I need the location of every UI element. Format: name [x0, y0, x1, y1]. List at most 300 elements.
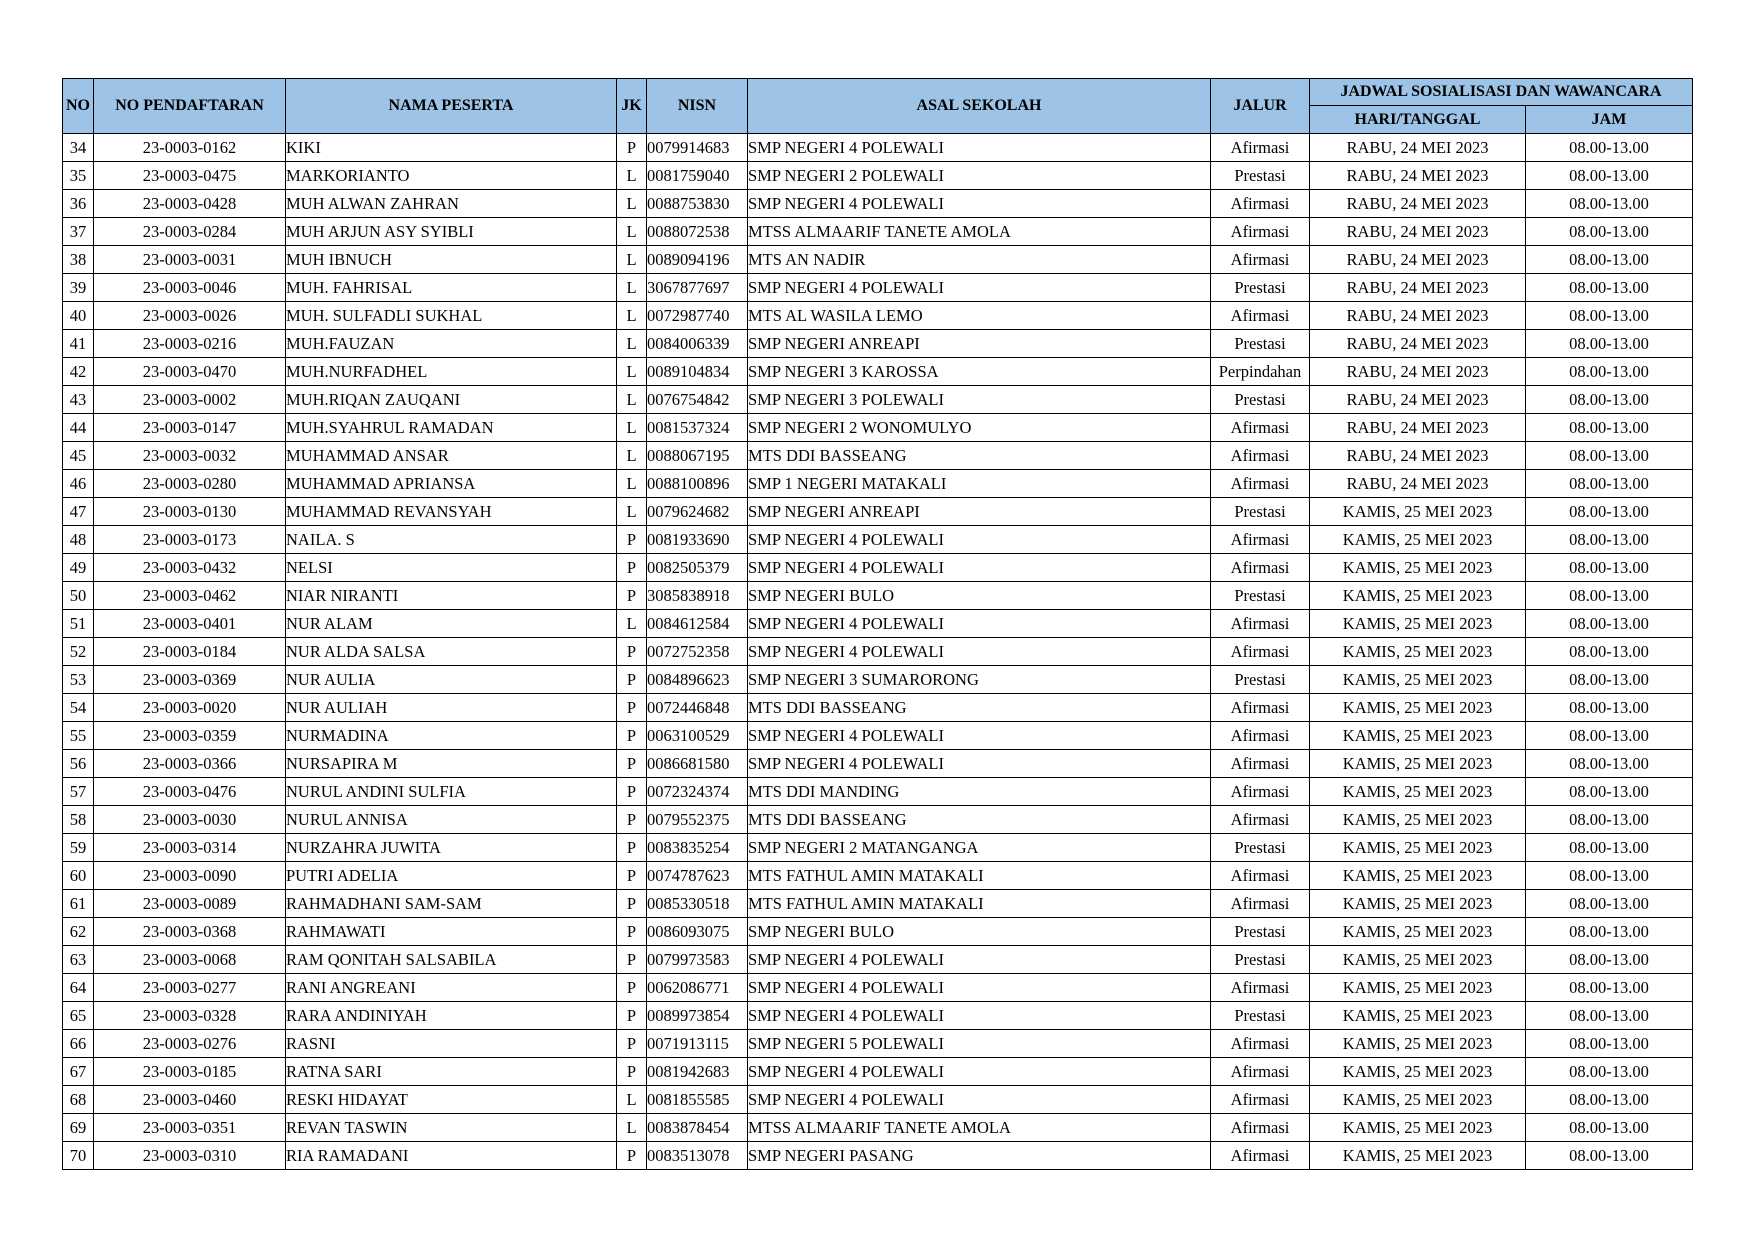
cell-nisn: 0063100529	[647, 722, 748, 750]
table-row	[63, 1058, 1693, 1086]
cell-asal-sekolah: SMP NEGERI 4 POLEWALI	[748, 554, 1211, 582]
cell-nisn: 3067877697	[647, 274, 748, 302]
cell-no: 68	[63, 1086, 94, 1114]
cell-nisn: 0088072538	[647, 218, 748, 246]
cell-asal-sekolah: SMP NEGERI 5 POLEWALI	[748, 1030, 1211, 1058]
cell-no: 49	[63, 554, 94, 582]
cell-nisn: 3085838918	[647, 582, 748, 610]
table-row	[63, 386, 1693, 414]
table-row	[63, 862, 1693, 890]
cell-no: 66	[63, 1030, 94, 1058]
cell-jam: 08.00-13.00	[1526, 1086, 1693, 1114]
cell-hari-tanggal: KAMIS, 25 MEI 2023	[1310, 918, 1526, 946]
table-body	[63, 134, 1693, 1170]
cell-jk: L	[617, 1086, 647, 1114]
cell-jalur: Prestasi	[1211, 274, 1310, 302]
cell-no: 44	[63, 414, 94, 442]
cell-nama-peserta: RATNA SARI	[286, 1058, 617, 1086]
cell-jk: P	[617, 890, 647, 918]
cell-jam: 08.00-13.00	[1526, 498, 1693, 526]
table-row	[63, 890, 1693, 918]
cell-nisn: 0062086771	[647, 974, 748, 1002]
cell-jk: P	[617, 778, 647, 806]
cell-nisn: 0079914683	[647, 134, 748, 162]
cell-nisn: 0083513078	[647, 1142, 748, 1170]
cell-jam: 08.00-13.00	[1526, 666, 1693, 694]
cell-nama-peserta: NUR ALDA SALSA	[286, 638, 617, 666]
cell-nisn: 0081855585	[647, 1086, 748, 1114]
cell-jalur: Afirmasi	[1211, 134, 1310, 162]
cell-jalur: Afirmasi	[1211, 190, 1310, 218]
cell-jam: 08.00-13.00	[1526, 218, 1693, 246]
cell-jam: 08.00-13.00	[1526, 722, 1693, 750]
cell-asal-sekolah: SMP 1 NEGERI MATAKALI	[748, 470, 1211, 498]
cell-no-pendaftaran: 23-0003-0090	[94, 862, 286, 890]
cell-jk: L	[617, 610, 647, 638]
cell-nama-peserta: KIKI	[286, 134, 617, 162]
cell-jam: 08.00-13.00	[1526, 246, 1693, 274]
cell-no: 38	[63, 246, 94, 274]
cell-no: 36	[63, 190, 94, 218]
header-hari-tanggal: HARI/TANGGAL	[1310, 106, 1526, 134]
cell-no-pendaftaran: 23-0003-0476	[94, 778, 286, 806]
cell-no: 34	[63, 134, 94, 162]
cell-nama-peserta: MUHAMMAD ANSAR	[286, 442, 617, 470]
cell-asal-sekolah: SMP NEGERI 3 SUMARORONG	[748, 666, 1211, 694]
cell-nama-peserta: NURMADINA	[286, 722, 617, 750]
table-row	[63, 162, 1693, 190]
cell-nisn: 0089094196	[647, 246, 748, 274]
cell-jk: P	[617, 1030, 647, 1058]
cell-jk: L	[617, 218, 647, 246]
cell-jk: L	[617, 190, 647, 218]
cell-nama-peserta: NUR AULIA	[286, 666, 617, 694]
cell-jalur: Afirmasi	[1211, 610, 1310, 638]
table-row	[63, 610, 1693, 638]
cell-jk: P	[617, 694, 647, 722]
cell-jalur: Afirmasi	[1211, 442, 1310, 470]
cell-no-pendaftaran: 23-0003-0328	[94, 1002, 286, 1030]
cell-jk: P	[617, 946, 647, 974]
cell-nama-peserta: MUHAMMAD APRIANSA	[286, 470, 617, 498]
cell-nisn: 0086681580	[647, 750, 748, 778]
cell-jalur: Prestasi	[1211, 386, 1310, 414]
cell-jalur: Afirmasi	[1211, 862, 1310, 890]
cell-no: 40	[63, 302, 94, 330]
cell-jk: P	[617, 834, 647, 862]
cell-nama-peserta: MUH.NURFADHEL	[286, 358, 617, 386]
cell-nisn: 0089973854	[647, 1002, 748, 1030]
cell-jk: P	[617, 638, 647, 666]
cell-jalur: Afirmasi	[1211, 638, 1310, 666]
cell-jam: 08.00-13.00	[1526, 358, 1693, 386]
cell-no: 51	[63, 610, 94, 638]
header-jadwal: JADWAL SOSIALISASI DAN WAWANCARA	[1310, 79, 1693, 106]
cell-jam: 08.00-13.00	[1526, 974, 1693, 1002]
cell-jk: L	[617, 498, 647, 526]
cell-jam: 08.00-13.00	[1526, 1030, 1693, 1058]
cell-asal-sekolah: MTS AN NADIR	[748, 246, 1211, 274]
cell-jam: 08.00-13.00	[1526, 638, 1693, 666]
cell-no: 53	[63, 666, 94, 694]
cell-asal-sekolah: SMP NEGERI 4 POLEWALI	[748, 610, 1211, 638]
cell-asal-sekolah: MTS AL WASILA LEMO	[748, 302, 1211, 330]
cell-jam: 08.00-13.00	[1526, 134, 1693, 162]
cell-hari-tanggal: KAMIS, 25 MEI 2023	[1310, 890, 1526, 918]
cell-asal-sekolah: SMP NEGERI ANREAPI	[748, 498, 1211, 526]
cell-hari-tanggal: KAMIS, 25 MEI 2023	[1310, 834, 1526, 862]
cell-nama-peserta: MUH. SULFADLI SUKHAL	[286, 302, 617, 330]
cell-no-pendaftaran: 23-0003-0184	[94, 638, 286, 666]
cell-nama-peserta: NAILA. S	[286, 526, 617, 554]
cell-jalur: Afirmasi	[1211, 694, 1310, 722]
table-row	[63, 134, 1693, 162]
cell-jalur: Prestasi	[1211, 918, 1310, 946]
cell-no: 39	[63, 274, 94, 302]
cell-asal-sekolah: SMP NEGERI 2 WONOMULYO	[748, 414, 1211, 442]
cell-jk: P	[617, 806, 647, 834]
cell-jk: L	[617, 274, 647, 302]
cell-nisn: 0084896623	[647, 666, 748, 694]
cell-no: 56	[63, 750, 94, 778]
cell-jk: L	[617, 330, 647, 358]
cell-nama-peserta: RAHMADHANI SAM-SAM	[286, 890, 617, 918]
cell-jalur: Afirmasi	[1211, 246, 1310, 274]
table-row	[63, 1030, 1693, 1058]
cell-hari-tanggal: RABU, 24 MEI 2023	[1310, 162, 1526, 190]
cell-no: 62	[63, 918, 94, 946]
cell-nama-peserta: NURZAHRA JUWITA	[286, 834, 617, 862]
cell-no-pendaftaran: 23-0003-0351	[94, 1114, 286, 1142]
cell-jalur: Afirmasi	[1211, 414, 1310, 442]
table-row	[63, 274, 1693, 302]
cell-no: 43	[63, 386, 94, 414]
table-row	[63, 806, 1693, 834]
cell-jam: 08.00-13.00	[1526, 694, 1693, 722]
table-row	[63, 974, 1693, 1002]
cell-no-pendaftaran: 23-0003-0284	[94, 218, 286, 246]
cell-hari-tanggal: KAMIS, 25 MEI 2023	[1310, 1114, 1526, 1142]
cell-jk: P	[617, 554, 647, 582]
cell-nama-peserta: RAHMAWATI	[286, 918, 617, 946]
cell-jalur: Prestasi	[1211, 946, 1310, 974]
cell-no-pendaftaran: 23-0003-0432	[94, 554, 286, 582]
cell-no: 45	[63, 442, 94, 470]
table-row	[63, 246, 1693, 274]
cell-jk: L	[617, 162, 647, 190]
cell-jalur: Afirmasi	[1211, 470, 1310, 498]
cell-asal-sekolah: SMP NEGERI BULO	[748, 582, 1211, 610]
cell-asal-sekolah: MTS FATHUL AMIN MATAKALI	[748, 862, 1211, 890]
cell-jalur: Afirmasi	[1211, 1142, 1310, 1170]
cell-nisn: 0084612584	[647, 610, 748, 638]
table-row	[63, 302, 1693, 330]
cell-nisn: 0071913115	[647, 1030, 748, 1058]
table-row	[63, 1142, 1693, 1170]
table-row	[63, 834, 1693, 862]
cell-nisn: 0079624682	[647, 498, 748, 526]
cell-nama-peserta: RASNI	[286, 1030, 617, 1058]
cell-hari-tanggal: RABU, 24 MEI 2023	[1310, 274, 1526, 302]
cell-asal-sekolah: SMP NEGERI 4 POLEWALI	[748, 750, 1211, 778]
cell-nisn: 0081933690	[647, 526, 748, 554]
cell-hari-tanggal: KAMIS, 25 MEI 2023	[1310, 1142, 1526, 1170]
cell-hari-tanggal: KAMIS, 25 MEI 2023	[1310, 666, 1526, 694]
cell-jalur: Afirmasi	[1211, 554, 1310, 582]
cell-asal-sekolah: SMP NEGERI 4 POLEWALI	[748, 1086, 1211, 1114]
cell-asal-sekolah: SMP NEGERI 3 POLEWALI	[748, 386, 1211, 414]
cell-hari-tanggal: KAMIS, 25 MEI 2023	[1310, 1030, 1526, 1058]
cell-jalur: Afirmasi	[1211, 526, 1310, 554]
cell-jalur: Perpindahan	[1211, 358, 1310, 386]
cell-nisn: 0085330518	[647, 890, 748, 918]
cell-no-pendaftaran: 23-0003-0173	[94, 526, 286, 554]
table-row	[63, 442, 1693, 470]
cell-no: 65	[63, 1002, 94, 1030]
cell-no-pendaftaran: 23-0003-0030	[94, 806, 286, 834]
cell-jk: L	[617, 470, 647, 498]
participant-table	[62, 78, 1693, 1170]
cell-asal-sekolah: MTSS ALMAARIF TANETE AMOLA	[748, 218, 1211, 246]
cell-asal-sekolah: SMP NEGERI 4 POLEWALI	[748, 946, 1211, 974]
cell-no: 52	[63, 638, 94, 666]
cell-nisn: 0081942683	[647, 1058, 748, 1086]
header-no: NO	[63, 79, 94, 134]
cell-nisn: 0089104834	[647, 358, 748, 386]
cell-jam: 08.00-13.00	[1526, 946, 1693, 974]
cell-jalur: Prestasi	[1211, 330, 1310, 358]
table-row	[63, 498, 1693, 526]
cell-jk: P	[617, 582, 647, 610]
cell-no: 60	[63, 862, 94, 890]
cell-jam: 08.00-13.00	[1526, 162, 1693, 190]
cell-nama-peserta: NURUL ANDINI SULFIA	[286, 778, 617, 806]
cell-jalur: Afirmasi	[1211, 302, 1310, 330]
header-no-pendaftaran: NO PENDAFTARAN	[94, 79, 286, 134]
cell-no-pendaftaran: 23-0003-0359	[94, 722, 286, 750]
cell-nisn: 0088067195	[647, 442, 748, 470]
cell-nama-peserta: NELSI	[286, 554, 617, 582]
cell-jalur: Afirmasi	[1211, 806, 1310, 834]
cell-no-pendaftaran: 23-0003-0068	[94, 946, 286, 974]
cell-no: 37	[63, 218, 94, 246]
cell-no: 61	[63, 890, 94, 918]
cell-jam: 08.00-13.00	[1526, 274, 1693, 302]
cell-jk: P	[617, 862, 647, 890]
header-nama-peserta: NAMA PESERTA	[286, 79, 617, 134]
cell-hari-tanggal: RABU, 24 MEI 2023	[1310, 302, 1526, 330]
cell-jalur: Afirmasi	[1211, 1030, 1310, 1058]
table-row	[63, 1002, 1693, 1030]
cell-hari-tanggal: KAMIS, 25 MEI 2023	[1310, 526, 1526, 554]
table-header	[63, 79, 1693, 134]
cell-nama-peserta: MUH ARJUN ASY SYIBLI	[286, 218, 617, 246]
table-row	[63, 778, 1693, 806]
cell-hari-tanggal: RABU, 24 MEI 2023	[1310, 218, 1526, 246]
header-jalur: JALUR	[1211, 79, 1310, 134]
cell-jk: P	[617, 750, 647, 778]
cell-asal-sekolah: SMP NEGERI 4 POLEWALI	[748, 722, 1211, 750]
cell-nama-peserta: RANI ANGREANI	[286, 974, 617, 1002]
cell-hari-tanggal: RABU, 24 MEI 2023	[1310, 330, 1526, 358]
cell-hari-tanggal: KAMIS, 25 MEI 2023	[1310, 806, 1526, 834]
header-jk: JK	[617, 79, 647, 134]
cell-jam: 08.00-13.00	[1526, 386, 1693, 414]
cell-nama-peserta: MUH IBNUCH	[286, 246, 617, 274]
cell-hari-tanggal: KAMIS, 25 MEI 2023	[1310, 1086, 1526, 1114]
cell-hari-tanggal: KAMIS, 25 MEI 2023	[1310, 946, 1526, 974]
cell-jam: 08.00-13.00	[1526, 302, 1693, 330]
cell-asal-sekolah: MTSS ALMAARIF TANETE AMOLA	[748, 1114, 1211, 1142]
cell-asal-sekolah: SMP NEGERI 4 POLEWALI	[748, 1002, 1211, 1030]
cell-jalur: Afirmasi	[1211, 890, 1310, 918]
cell-no-pendaftaran: 23-0003-0162	[94, 134, 286, 162]
cell-nisn: 0081537324	[647, 414, 748, 442]
cell-jalur: Afirmasi	[1211, 1058, 1310, 1086]
cell-hari-tanggal: KAMIS, 25 MEI 2023	[1310, 974, 1526, 1002]
cell-asal-sekolah: MTS DDI BASSEANG	[748, 694, 1211, 722]
table-row	[63, 470, 1693, 498]
table-row	[63, 414, 1693, 442]
cell-nisn: 0072324374	[647, 778, 748, 806]
cell-no: 47	[63, 498, 94, 526]
cell-no: 58	[63, 806, 94, 834]
cell-no-pendaftaran: 23-0003-0475	[94, 162, 286, 190]
cell-jalur: Afirmasi	[1211, 1086, 1310, 1114]
cell-jalur: Prestasi	[1211, 582, 1310, 610]
cell-jam: 08.00-13.00	[1526, 554, 1693, 582]
cell-no-pendaftaran: 23-0003-0089	[94, 890, 286, 918]
cell-jam: 08.00-13.00	[1526, 442, 1693, 470]
cell-asal-sekolah: SMP NEGERI 4 POLEWALI	[748, 526, 1211, 554]
header-nisn: NISN	[647, 79, 748, 134]
cell-jalur: Afirmasi	[1211, 1114, 1310, 1142]
cell-jam: 08.00-13.00	[1526, 890, 1693, 918]
cell-jalur: Prestasi	[1211, 498, 1310, 526]
cell-nisn: 0082505379	[647, 554, 748, 582]
cell-hari-tanggal: RABU, 24 MEI 2023	[1310, 470, 1526, 498]
table-row	[63, 918, 1693, 946]
cell-jk: P	[617, 1142, 647, 1170]
cell-no-pendaftaran: 23-0003-0002	[94, 386, 286, 414]
cell-no: 48	[63, 526, 94, 554]
cell-hari-tanggal: KAMIS, 25 MEI 2023	[1310, 862, 1526, 890]
cell-nisn: 0083878454	[647, 1114, 748, 1142]
cell-no-pendaftaran: 23-0003-0314	[94, 834, 286, 862]
table-row	[63, 722, 1693, 750]
cell-hari-tanggal: KAMIS, 25 MEI 2023	[1310, 1058, 1526, 1086]
cell-asal-sekolah: SMP NEGERI 4 POLEWALI	[748, 190, 1211, 218]
cell-jalur: Prestasi	[1211, 666, 1310, 694]
cell-jk: P	[617, 134, 647, 162]
cell-no: 55	[63, 722, 94, 750]
table-row	[63, 946, 1693, 974]
cell-nama-peserta: NIAR NIRANTI	[286, 582, 617, 610]
cell-jalur: Afirmasi	[1211, 974, 1310, 1002]
cell-nisn: 0072446848	[647, 694, 748, 722]
cell-asal-sekolah: SMP NEGERI PASANG	[748, 1142, 1211, 1170]
cell-asal-sekolah: SMP NEGERI 2 MATANGANGA	[748, 834, 1211, 862]
cell-jam: 08.00-13.00	[1526, 470, 1693, 498]
cell-jam: 08.00-13.00	[1526, 806, 1693, 834]
cell-nama-peserta: MARKORIANTO	[286, 162, 617, 190]
cell-nama-peserta: MUH ALWAN ZAHRAN	[286, 190, 617, 218]
cell-hari-tanggal: KAMIS, 25 MEI 2023	[1310, 498, 1526, 526]
cell-asal-sekolah: SMP NEGERI 3 KAROSSA	[748, 358, 1211, 386]
cell-nisn: 0088753830	[647, 190, 748, 218]
cell-jam: 08.00-13.00	[1526, 190, 1693, 218]
cell-jam: 08.00-13.00	[1526, 414, 1693, 442]
cell-nisn: 0074787623	[647, 862, 748, 890]
cell-hari-tanggal: KAMIS, 25 MEI 2023	[1310, 582, 1526, 610]
cell-jalur: Prestasi	[1211, 162, 1310, 190]
cell-nama-peserta: MUH.FAUZAN	[286, 330, 617, 358]
cell-nisn: 0084006339	[647, 330, 748, 358]
cell-no: 67	[63, 1058, 94, 1086]
cell-no-pendaftaran: 23-0003-0366	[94, 750, 286, 778]
table-row	[63, 190, 1693, 218]
cell-asal-sekolah: SMP NEGERI BULO	[748, 918, 1211, 946]
cell-jk: P	[617, 526, 647, 554]
cell-hari-tanggal: RABU, 24 MEI 2023	[1310, 134, 1526, 162]
table-row	[63, 526, 1693, 554]
cell-jam: 08.00-13.00	[1526, 610, 1693, 638]
cell-no: 42	[63, 358, 94, 386]
table-row	[63, 554, 1693, 582]
cell-hari-tanggal: RABU, 24 MEI 2023	[1310, 386, 1526, 414]
cell-nama-peserta: REVAN TASWIN	[286, 1114, 617, 1142]
cell-nama-peserta: RESKI HIDAYAT	[286, 1086, 617, 1114]
cell-jk: P	[617, 1002, 647, 1030]
cell-nama-peserta: PUTRI ADELIA	[286, 862, 617, 890]
cell-jk: L	[617, 386, 647, 414]
cell-no-pendaftaran: 23-0003-0470	[94, 358, 286, 386]
cell-asal-sekolah: MTS DDI BASSEANG	[748, 806, 1211, 834]
cell-jam: 08.00-13.00	[1526, 526, 1693, 554]
cell-no-pendaftaran: 23-0003-0031	[94, 246, 286, 274]
cell-nisn: 0079552375	[647, 806, 748, 834]
cell-hari-tanggal: RABU, 24 MEI 2023	[1310, 358, 1526, 386]
cell-jam: 08.00-13.00	[1526, 1002, 1693, 1030]
cell-asal-sekolah: MTS DDI BASSEANG	[748, 442, 1211, 470]
cell-nama-peserta: NURUL ANNISA	[286, 806, 617, 834]
cell-hari-tanggal: KAMIS, 25 MEI 2023	[1310, 722, 1526, 750]
cell-no: 59	[63, 834, 94, 862]
cell-no: 46	[63, 470, 94, 498]
cell-asal-sekolah: SMP NEGERI 4 POLEWALI	[748, 134, 1211, 162]
header-jam: JAM	[1526, 106, 1693, 134]
cell-jk: L	[617, 1114, 647, 1142]
cell-hari-tanggal: RABU, 24 MEI 2023	[1310, 246, 1526, 274]
cell-jam: 08.00-13.00	[1526, 1058, 1693, 1086]
cell-nama-peserta: MUH.SYAHRUL RAMADAN	[286, 414, 617, 442]
cell-no-pendaftaran: 23-0003-0280	[94, 470, 286, 498]
cell-jalur: Prestasi	[1211, 1002, 1310, 1030]
cell-nisn: 0076754842	[647, 386, 748, 414]
cell-no-pendaftaran: 23-0003-0130	[94, 498, 286, 526]
cell-hari-tanggal: KAMIS, 25 MEI 2023	[1310, 694, 1526, 722]
cell-hari-tanggal: KAMIS, 25 MEI 2023	[1310, 554, 1526, 582]
cell-no-pendaftaran: 23-0003-0401	[94, 610, 286, 638]
cell-no: 57	[63, 778, 94, 806]
cell-asal-sekolah: SMP NEGERI 4 POLEWALI	[748, 1058, 1211, 1086]
cell-nama-peserta: MUHAMMAD REVANSYAH	[286, 498, 617, 526]
cell-asal-sekolah: MTS FATHUL AMIN MATAKALI	[748, 890, 1211, 918]
cell-jam: 08.00-13.00	[1526, 834, 1693, 862]
cell-no-pendaftaran: 23-0003-0026	[94, 302, 286, 330]
cell-no-pendaftaran: 23-0003-0276	[94, 1030, 286, 1058]
cell-jk: L	[617, 442, 647, 470]
